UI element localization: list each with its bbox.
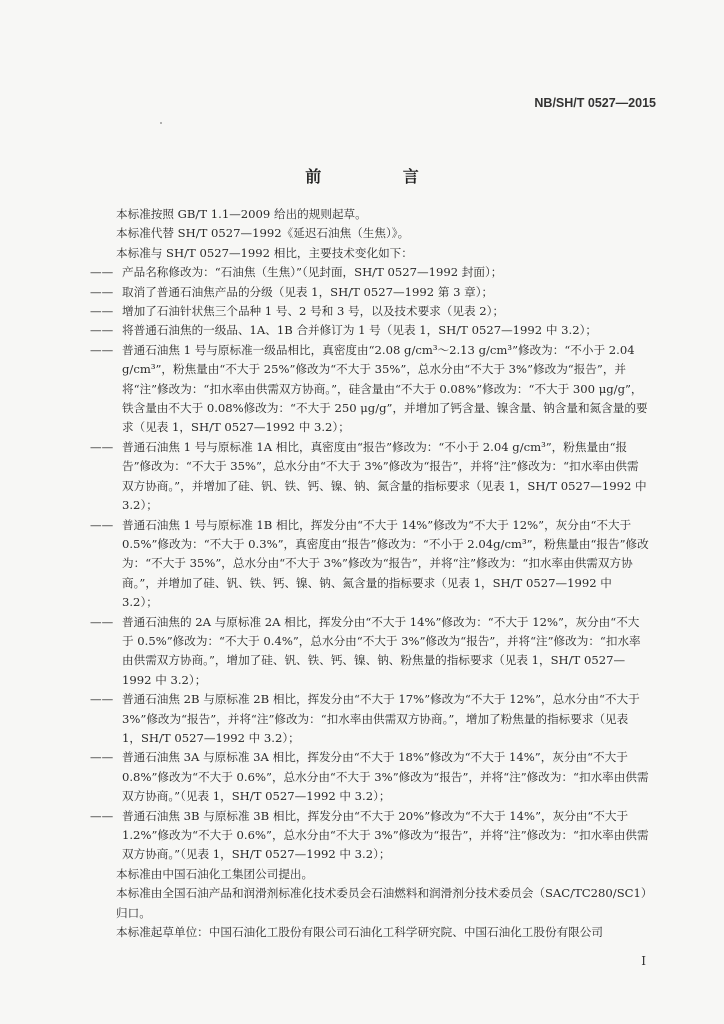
change-item bbox=[90, 690, 650, 748]
dash-marker: —— bbox=[90, 342, 114, 357]
proposer-paragraph: 本标准由中国石油化工集团公司提出。 bbox=[116, 866, 314, 881]
change-text: 普通石油焦 3B 与原标准 3B 相比，挥发分由“不大于 20%”修改为“不大于 14%”，灰分由“不大于 1.2%”修改为“不大于 0.6%”，总水分由“不大于 3%”修改为“报告”，并将“注”修改为：“扣水率由供需双方协商。”（见表 1，SH/T 0527—1992 中 3.2）； bbox=[122, 808, 649, 862]
intro-paragraph: 本标准按照 GB/T 1.1—2009 给出的规则起草。 bbox=[116, 207, 367, 221]
page-title: 前 言 bbox=[305, 167, 457, 186]
change-text: 产品名称修改为：“石油焦（生焦）”（见封面，SH/T 0527—1992 封面）； bbox=[122, 265, 503, 280]
change-item bbox=[90, 748, 650, 806]
change-text: 普通石油焦 3A 与原标准 3A 相比，挥发分由“不大于 18%”修改为“不大于 14%”，灰分由“不大于 0.8%”修改为“不大于 0.6%”，总水分由“不大于 3%”修改为“报告”，并将“注”修改为：“扣水率由供需双方协商。”（见表 1，SH/T 0527—1992 中 3.2）； bbox=[122, 750, 649, 804]
change-text: 将普通石油焦的一级品、1A、1B 合并修订为 1 号（见表 1，SH/T 0527—1992 中 3.2）； bbox=[122, 323, 597, 338]
dash-marker: —— bbox=[90, 517, 114, 532]
change-item bbox=[90, 613, 650, 691]
change-item bbox=[90, 516, 650, 613]
scan-speck bbox=[160, 122, 162, 124]
standard-code: NB/SH/T 0527—2015 bbox=[534, 96, 656, 110]
change-text: 普通石油焦 1 号与原标准一级品相比，真密度由“2.08 g/cm³～2.13 g/cm³”修改为：“不小于 2.04 g/cm³”，粉焦量由“不大于 25%”修改为“不大于 35%”，总水分由“不大于 3%”修改为“报告”，并将“注”修改为：“扣水率由供需双方协商。”，硅含量由“不大于 0.08%”修改为：“不大于 300 μg/g”，铁含量由不大于 0.08%修改为：“不大于 250 μg/g”，并增加了钙含量、镍含量、钠含量和氮含量的要求（见表 1，SH/T 0527—1992 中 3.2）； bbox=[122, 342, 648, 435]
dash-marker: —— bbox=[90, 808, 114, 823]
change-item bbox=[90, 321, 650, 340]
change-text: 取消了普通石油焦产品的分级（见表 1，SH/T 0527—1992 第 3 章）； bbox=[122, 284, 494, 299]
foreword-body bbox=[90, 205, 650, 942]
change-text: 普通石油焦 1 号与原标准 1B 相比，挥发分由“不大于 14%”修改为“不大于 12%”，灰分由“不大于 0.5%”修改为：“不大于 0.3%”，真密度由“报告”修改为：“不小于 2.04g/cm³”，粉焦量由“报告”修改为：“不大于 35%”，总水分由“不大于 3%”修改为“报告”，并将“注”修改为：“扣水率由供需双方协商。”，并增加了硅、钒、铁、钙、镍、钠、氮含量的指标要求（见表 1，SH/T 0527—1992 中 3.2）； bbox=[122, 517, 649, 610]
change-item bbox=[90, 341, 650, 438]
change-item bbox=[90, 438, 650, 516]
change-text: 普通石油焦的 2A 与原标准 2A 相比，挥发分由“不大于 14%”修改为：“不大于 12%”，灰分由“不大于 0.5%”修改为：“不大于 0.4%”，总水分由“不大于 3%”修改为“报告”，并将“注”修改为：“扣水率由供需双方协商。”，增加了硅、钒、铁、钙、镍、钠、粉焦量的指标要求（见表 1，SH/T 0527—1992 中 3.2）； bbox=[122, 614, 641, 687]
dash-marker: —— bbox=[90, 692, 114, 707]
drafter-paragraph: 本标准起草单位：中国石油化工股份有限公司石油化工科学研究院、中国石油化工股份有限公司 bbox=[116, 925, 603, 940]
dash-marker: —— bbox=[90, 323, 114, 338]
intro-paragraph: 本标准代替 SH/T 0527—1992《延迟石油焦（生焦）》。 bbox=[116, 226, 410, 241]
page-number: I bbox=[641, 954, 646, 968]
change-item bbox=[90, 263, 650, 282]
committee-paragraph: 本标准由全国石油产品和润滑剂标准化技术委员会石油燃料和润滑剂分技术委员会（SAC/TC280/SC1）归口。 bbox=[116, 886, 647, 920]
change-text: 普通石油焦 1 号与原标准 1A 相比，真密度由“报告”修改为：“不小于 2.04 g/cm³”，粉焦量由“报告”修改为：“不大于 35%”，总水分由“不大于 3%”修改为“报告”，并将“注”修改为：“扣水率由供需双方协商。”，并增加了硅、钒、铁、钙、镍、钠、氮含量的指标要求（见表 1，SH/T 0527—1992 中 3.2）； bbox=[122, 439, 647, 513]
dash-marker: —— bbox=[90, 265, 114, 280]
dash-marker: —— bbox=[90, 614, 114, 629]
dash-marker: —— bbox=[90, 304, 114, 319]
dash-marker: —— bbox=[90, 750, 114, 765]
dash-marker: —— bbox=[90, 439, 114, 454]
change-item bbox=[90, 283, 650, 302]
change-text: 增加了石油针状焦三个品种 1 号、2 号和 3 号，以及技术要求（见表 2）； bbox=[122, 304, 505, 319]
change-item bbox=[90, 302, 650, 321]
intro-paragraph: 本标准与 SH/T 0527—1992 相比，主要技术变化如下： bbox=[116, 245, 413, 260]
change-item bbox=[90, 807, 650, 865]
change-text: 普通石油焦 2B 与原标准 2B 相比，挥发分由“不大于 17%”修改为“不大于 12%”，总水分由“不大于 3%”修改为“报告”，并将“注”修改为：“扣水率由供需双方协商。”，增加了粉焦量的指标要求（见表 1，SH/T 0527—1992 中 3.2）； bbox=[122, 692, 640, 745]
dash-marker: —— bbox=[90, 284, 114, 299]
